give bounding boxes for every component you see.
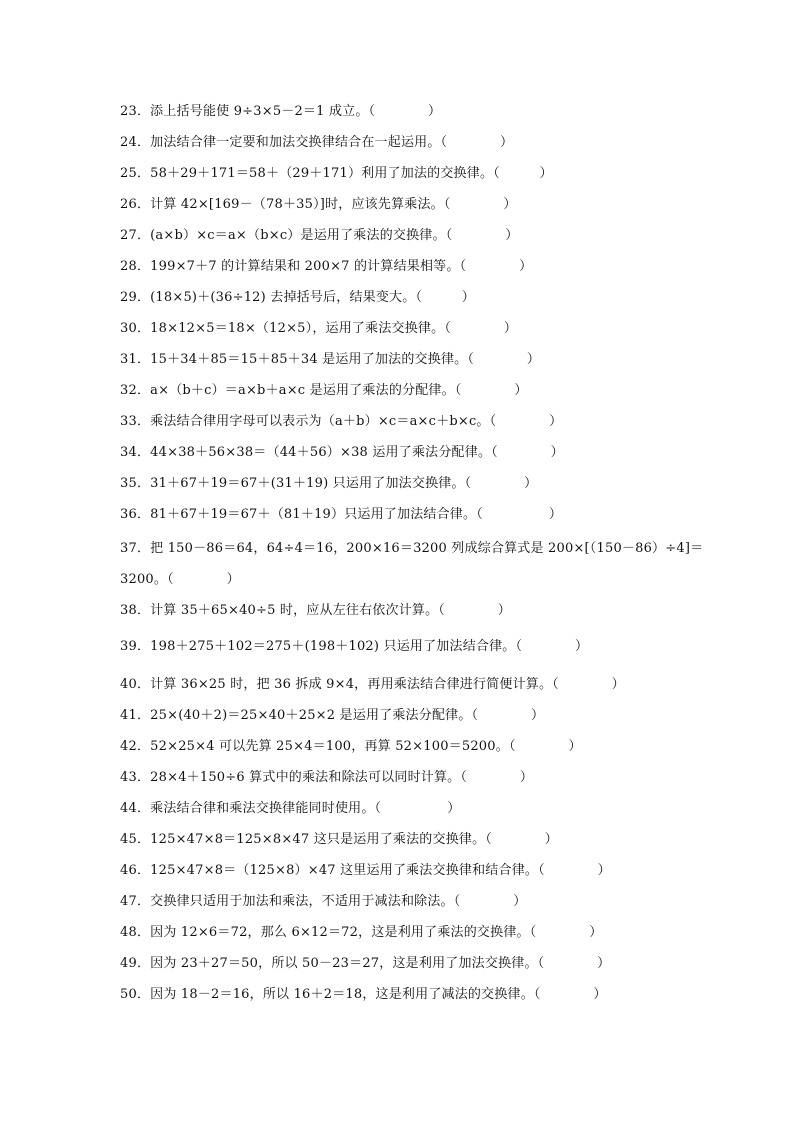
question-text: 125×47×8＝125×8×47 这只是运用了乘法的交换律。（ ） [150,832,559,847]
question-42: 42．52×25×4 可以先算 25×4＝100，再算 52×100＝5200。（ ） [120,739,582,754]
question-text: (18×5)＋(36÷12) 去掉括号后，结果变大。（ ） [150,290,475,305]
question-25: 25．58＋29＋171＝58＋（29＋171）利用了加法的交换律。（ ） [120,166,553,181]
question-47: 47．交换律只适用于加法和乘法，不适用于减法和除法。（ ） [120,894,527,909]
question-text: 加法结合律一定要和加法交换律结合在一起运用。（ ） [150,135,514,150]
question-24: 24．加法结合律一定要和加法交换律结合在一起运用。（ ） [120,135,514,150]
question-34: 34．44×38＋56×38＝（44＋56）×38 运用了乘法分配律。（ ） [120,445,564,460]
question-text: 因为 18－2＝16，所以 16＋2＝18，这是利用了减法的交换律。（ ） [150,987,607,1002]
question-text: 58＋29＋171＝58＋（29＋171）利用了加法的交换律。（ ） [150,166,553,181]
question-text: 计算 42×[169－（78＋35）]时，应该先算乘法。（ ） [150,197,517,212]
question-number: 36 [120,507,137,522]
question-number: 35 [120,476,137,491]
question-23: 23．添上括号能使 9÷3×5－2＝1 成立。（ ） [120,104,442,119]
question-text: 125×47×8＝（125×8）×47 这里运用了乘法交换律和结合律。（ ） [150,863,611,878]
question-text: 15＋34＋85＝15＋85＋34 是运用了加法的交换律。（ ） [150,352,541,367]
question-text: 198＋275＋102＝275＋(198＋102) 只运用了加法结合律。（ ） [150,639,589,654]
question-text: 28×4＋150÷6 算式中的乘法和除法可以同时计算。（ ） [150,770,534,785]
question-46: 46．125×47×8＝（125×8）×47 这里运用了乘法交换律和结合律。（ ） [120,863,611,878]
question-number: 46 [120,863,137,878]
question-number: 27 [120,228,137,243]
question-text: (a×b）×c＝a×（b×c）是运用了乘法的交换律。（ ） [150,228,519,243]
question-33: 33．乘法结合律用字母可以表示为（a＋b）×c＝a×c＋b×c。（ ） [120,414,563,429]
question-number: 42 [120,739,137,754]
question-35: 35．31＋67＋19＝67＋(31＋19) 只运用了加法交换律。（ ） [120,476,538,491]
question-31: 31．15＋34＋85＝15＋85＋34 是运用了加法的交换律。（ ） [120,352,541,367]
question-text: 计算 35＋65×40÷5 时，应从左往右依次计算。（ ） [150,603,512,618]
question-30: 30．18×12×5＝18×（12×5），运用了乘法交换律。（ ） [120,321,518,336]
question-26: 26．计算 42×[169－（78＋35）]时，应该先算乘法。（ ） [120,197,517,212]
question-number: 40 [120,677,137,692]
question-number: 23 [120,104,137,119]
question-36: 36．81＋67＋19＝67＋（81＋19）只运用了加法结合律。（ ） [120,507,563,522]
question-number: 49 [120,956,137,971]
question-number: 25 [120,166,137,181]
question-28: 28．199×7＋7 的计算结果和 200×7 的计算结果相等。（ ） [120,259,533,274]
question-text: 乘法结合律和乘法交换律能同时使用。（ ） [150,801,461,816]
question-40: 40．计算 36×25 时，把 36 拆成 9×4，再用乘法结合律进行简便计算。（ ） [120,677,625,692]
question-text: 52×25×4 可以先算 25×4＝100，再算 52×100＝5200。（ ） [150,739,582,754]
question-number: 43 [120,770,137,785]
question-number: 32 [120,383,137,398]
question-number: 47 [120,894,137,909]
question-37: 37．把 150－86＝64，64÷4＝16，200×16＝3200 列成综合算式是 200×[（150－86）÷4]＝ [120,541,704,556]
question-number: 48 [120,925,137,940]
question-text: 因为 23＋27＝50，所以 50－23＝27，这是利用了加法交换律。（ ） [150,956,611,971]
question-37-continuation [120,571,240,589]
question-text: 因为 12×6＝72，那么 6×12＝72，这是利用了乘法的交换律。（ ） [150,925,603,940]
question-text: 把 150－86＝64，64÷4＝16，200×16＝3200 列成综合算式是 200×[（150－86）÷4]＝ [150,541,704,556]
question-text: 计算 36×25 时，把 36 拆成 9×4，再用乘法结合律进行简便计算。（ ） [150,677,625,692]
question-number: 44 [120,801,137,816]
question-text: a×（b＋c）＝a×b＋a×c 是运用了乘法的分配律。（ ） [150,383,528,398]
question-text: 25×(40＋2)＝25×40＋25×2 是运用了乘法分配律。（ ） [150,708,545,723]
question-45: 45．125×47×8＝125×8×47 这只是运用了乘法的交换律。（ ） [120,832,559,847]
question-number: 30 [120,321,137,336]
question-number: 38 [120,603,137,618]
question-number: 33 [120,414,137,429]
question-text: 31＋67＋19＝67＋(31＋19) 只运用了加法交换律。（ ） [150,476,538,491]
question-number: 45 [120,832,137,847]
question-number: 24 [120,135,137,150]
question-number: 26 [120,197,137,212]
question-number: 29 [120,290,137,305]
question-44: 44．乘法结合律和乘法交换律能同时使用。（ ） [120,801,461,816]
question-number: 39 [120,639,137,654]
question-49: 49．因为 23＋27＝50，所以 50－23＝27，这是利用了加法交换律。（ ） [120,956,611,971]
question-32: 32．a×（b＋c）＝a×b＋a×c 是运用了乘法的分配律。（ ） [120,383,528,398]
question-41: 41．25×(40＋2)＝25×40＋25×2 是运用了乘法分配律。（ ） [120,708,545,723]
question-number: 37 [120,541,137,556]
question-text: 添上括号能使 9÷3×5－2＝1 成立。（ ） [150,104,442,119]
question-text-continued: 3200。（ ） [120,572,240,587]
question-50: 50．因为 18－2＝16，所以 16＋2＝18，这是利用了减法的交换律。（ ） [120,987,607,1002]
question-number: 50 [120,987,137,1002]
question-number: 34 [120,445,137,460]
question-number: 31 [120,352,137,367]
question-text: 81＋67＋19＝67＋（81＋19）只运用了加法结合律。（ ） [150,507,563,522]
question-text: 18×12×5＝18×（12×5），运用了乘法交换律。（ ） [150,321,518,336]
question-number: 28 [120,259,137,274]
question-39: 39．198＋275＋102＝275＋(198＋102) 只运用了加法结合律。（ ） [120,639,589,654]
question-text: 乘法结合律用字母可以表示为（a＋b）×c＝a×c＋b×c。（ ） [150,414,563,429]
question-text: 交换律只适用于加法和乘法，不适用于减法和除法。（ ） [150,894,527,909]
question-48: 48．因为 12×6＝72，那么 6×12＝72，这是利用了乘法的交换律。（ ） [120,925,603,940]
question-43: 43．28×4＋150÷6 算式中的乘法和除法可以同时计算。（ ） [120,770,534,785]
question-text: 44×38＋56×38＝（44＋56）×38 运用了乘法分配律。（ ） [150,445,564,460]
question-29: 29．(18×5)＋(36÷12) 去掉括号后，结果变大。（ ） [120,290,475,305]
question-38: 38．计算 35＋65×40÷5 时，应从左往右依次计算。（ ） [120,603,512,618]
question-number: 41 [120,708,137,723]
question-27: 27．(a×b）×c＝a×（b×c）是运用了乘法的交换律。（ ） [120,228,519,243]
question-text: 199×7＋7 的计算结果和 200×7 的计算结果相等。（ ） [150,259,533,274]
